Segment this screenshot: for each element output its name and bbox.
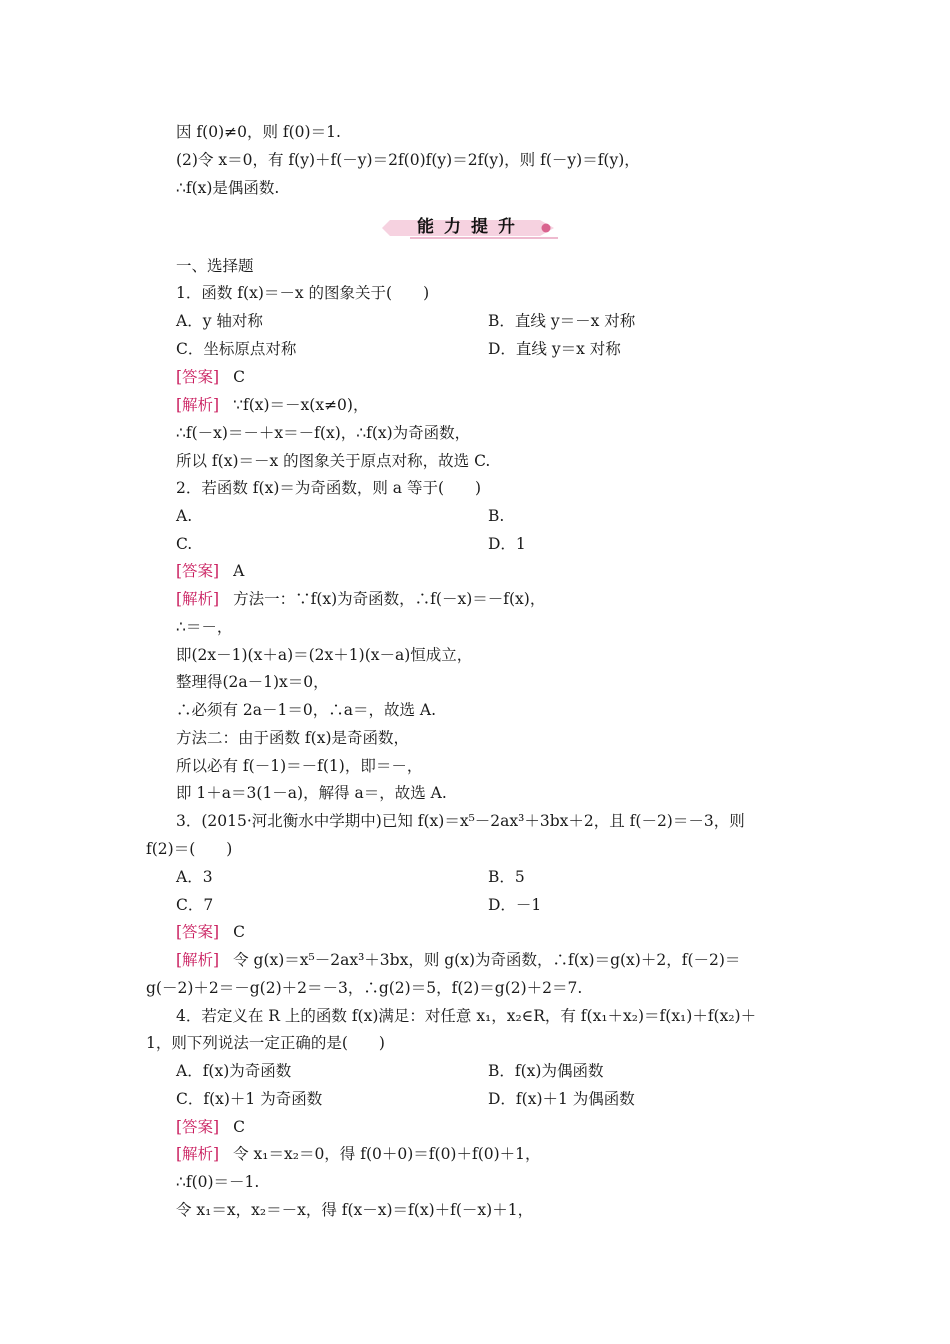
option-d: D．1 (488, 535, 526, 553)
option-b: B．直线 y＝－x 对称 (488, 312, 636, 330)
answer-tag: [答案] (176, 368, 220, 386)
analysis-text: 令 g(x)＝x⁵－2ax³＋3bx，则 g(x)为奇函数，∴f(x)＝g(x)＋2，f(－2)＝ (233, 951, 741, 969)
question-3: 3．(2015·河北衡水中学期中)已知 f(x)＝x⁵－2ax³＋3bx＋2，且 f(－2)＝－3，则 (176, 812, 745, 830)
analysis-text: 令 x₁＝x₂＝0，得 f(0＋0)＝f(0)＋f(0)＋1， (233, 1145, 541, 1163)
analysis-tag: [解析] (176, 396, 220, 414)
option-c: C．f(x)＋1 为奇函数 (176, 1090, 323, 1108)
text-line: 方法二：由于函数 f(x)是奇函数， (176, 729, 410, 747)
text-line: ∴f(x)是偶函数. (176, 179, 280, 197)
question-2: 2．若函数 f(x)＝为奇函数，则 a 等于( ) (176, 479, 482, 497)
text-line: ∴必须有 2a－1＝0，∴a＝，故选 A. (176, 701, 437, 719)
text-line: (2)令 x＝0，有 f(y)＋f(－y)＝2f(0)f(y)＝2f(y)，则 f(－y)＝f(y)， (176, 151, 640, 169)
answer-tag: [答案] (176, 1118, 220, 1136)
answer-value: C (233, 1118, 245, 1136)
text-line: 所以必有 f(－1)＝－f(1)，即＝－， (176, 757, 423, 775)
analysis-line (176, 1144, 541, 1164)
text-line: 令 x₁＝x，x₂＝－x，得 f(x－x)＝f(x)＋f(－x)＋1， (176, 1201, 534, 1219)
analysis-text: 方法一：∵f(x)为奇函数，∴f(－x)＝－f(x)， (233, 590, 546, 608)
text-line: 即 1＋a＝3(1－a)，解得 a＝，故选 A. (176, 784, 447, 802)
question-4: 4．若定义在 R 上的函数 f(x)满足：对任意 x₁，x₂∈R，有 f(x₁＋x₂)＝f(x₁)＋f(x₂)＋ (176, 1007, 757, 1025)
option-c: C．7 (176, 896, 214, 914)
text-line: 1，则下列说法一定正确的是( ) (146, 1034, 385, 1052)
answer-value: A (233, 562, 245, 580)
option-c: C. (176, 535, 193, 553)
option-d: D．直线 y＝x 对称 (488, 340, 621, 358)
option-a: A. (176, 507, 193, 525)
analysis-tag: [解析] (176, 1145, 220, 1163)
text-line: 所以 f(x)＝－x 的图象关于原点对称，故选 C. (176, 452, 491, 470)
option-c: C．坐标原点对称 (176, 340, 297, 358)
analysis-tag: [解析] (176, 951, 220, 969)
section-title: 能力提升 (417, 217, 525, 237)
answer-line (176, 922, 245, 942)
section-heading: 一、选择题 (176, 257, 254, 275)
text-line: 整理得(2a－1)x＝0， (176, 673, 329, 691)
answer-line (176, 367, 245, 387)
answer-tag: [答案] (176, 923, 220, 941)
answer-line (176, 1117, 245, 1137)
option-a: A．f(x)为奇函数 (176, 1062, 292, 1080)
text-line: ∴f(0)＝－1. (176, 1173, 260, 1191)
text-line: 因 f(0)≠0，则 f(0)＝1. (176, 123, 341, 141)
question-1: 1．函数 f(x)＝－x 的图象关于( ) (176, 284, 430, 302)
answer-tag: [答案] (176, 562, 220, 580)
text-line: g(－2)＋2＝－g(2)＋2＝－3，∴g(2)＝5，f(2)＝g(2)＋2＝7. (146, 979, 583, 997)
text-line: 即(2x－1)(x＋a)＝(2x＋1)(x－a)恒成立， (176, 646, 473, 664)
text-line: ∴f(－x)＝－＋x＝－f(x)，∴f(x)为奇函数， (176, 424, 471, 442)
answer-value: C (233, 368, 245, 386)
analysis-line (176, 395, 368, 415)
option-b: B．f(x)为偶函数 (488, 1062, 604, 1080)
analysis-tag: [解析] (176, 590, 220, 608)
analysis-line (176, 950, 740, 970)
answer-line (176, 561, 244, 581)
option-b: B. (488, 507, 505, 525)
option-d: D．－1 (488, 896, 542, 914)
text-line: f(2)＝( ) (146, 840, 233, 858)
option-a: A．y 轴对称 (176, 312, 263, 330)
option-d: D．f(x)＋1 为偶函数 (488, 1090, 635, 1108)
option-b: B．5 (488, 868, 525, 886)
analysis-text: ∵f(x)＝－x(x≠0)， (233, 396, 369, 414)
answer-value: C (233, 923, 245, 941)
option-a: A．3 (176, 868, 213, 886)
text-line: ∴＝－， (176, 618, 233, 636)
analysis-line (176, 589, 545, 609)
